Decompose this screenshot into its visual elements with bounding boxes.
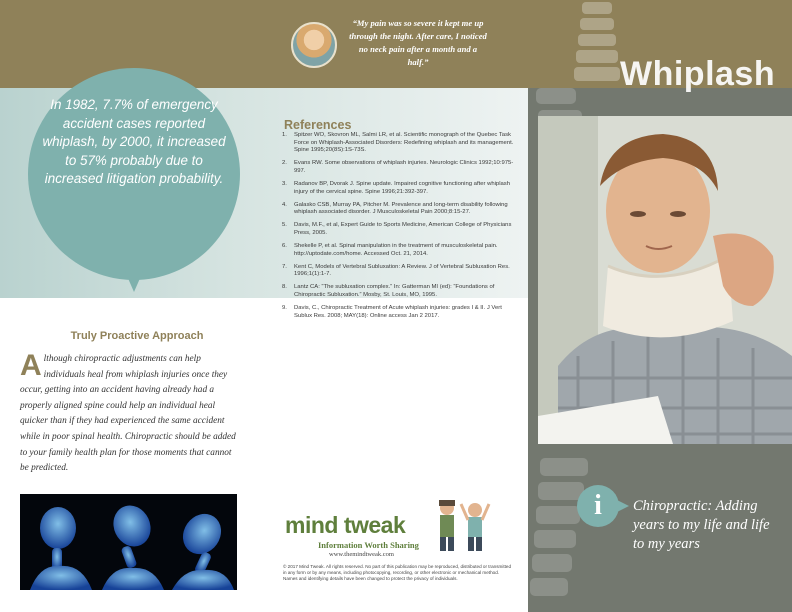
mind-tweak-logo (285, 512, 425, 562)
callout-bubble-tail (120, 260, 148, 292)
reference-item: 8. Lantz CA: “The subluxation complex.” In: Gatterman MI (ed): “Foundations of Chiropractic Subluxation.” Mosby, St. Louis, MO, 1995. (282, 284, 495, 298)
logo-tagline: Information Worth Sharing (318, 540, 419, 550)
testimonial-avatar (291, 22, 337, 68)
chiropractic-tagline: Chiropractic: Adding years to my life and life to my years (633, 498, 770, 552)
reference-item: 1. Spitzer WO, Skovron ML, Salmi LR, et al. Scientific monograph of the Quebec Task Force on Whiplash-Associated Disorders: Redefining whiplash and its management. Spine 1995;20(8S):1S-73S. (282, 132, 514, 154)
xray-skeleton-icon (20, 494, 237, 590)
reference-item: 5. Davis, M.F., et al, Expert Guide to Sports Medicine, American College of Physicians Press, 2005. (282, 222, 512, 236)
logo-url: www.themindtweak.com (329, 551, 394, 558)
logo-wordmark: mind tweak (285, 512, 406, 538)
reference-item: 7. Kent C, Models of Vertebral Subluxation: A Review. J of Vertebral Subluxation Res. 1996;1(1):1-7. (282, 263, 510, 278)
references-list (282, 132, 514, 326)
patient-neck-brace-icon (538, 116, 792, 444)
reference-item: 6. Shekelle P, et al. Spinal manipulation in the treatment of musculoskeletal pain. http://uptodate.com/home. Accessed Oct. 21, 2014. (282, 243, 498, 257)
section-body (20, 349, 238, 477)
xray-whiplash-illustration (20, 494, 237, 590)
reference-item: 4. Galasko CSB, Murray PA, Pitcher M. Prevalence and long-term disability following whiplash associated disorder. J Musculoskeletal Pain 2000;8:15-27. (282, 201, 508, 216)
section-body-text: lthough chiropractic adjustments can help individuals heal from whiplash injuries once they occur, getting into an accident having already had a properly aligned spine could help an individual heal quicker than if they had experienced the same accident while in poor spinal health. Chiropractic should be added to your family health plan for those moments that cannot be predicted. (20, 354, 236, 474)
copyright-notice: © 2017 Mind Tweak. All rights reserved. No part of this publication may be reproduced, distributed or transmitted in any form or by any means, including photocopying, recording, or other electronic or mechanical method. Names and identifying details have been changed to protect the privacy of individuals. (283, 564, 511, 581)
section-heading: Truly Proactive Approach (70, 330, 204, 342)
reference-item: 9. Davis, C., Chiropractic Treatment of Acute whiplash injuries: grades I & II. J Vert Sublux Res. 2008; MAY(18): Online access Jan 2 2017. (282, 305, 502, 319)
reference-item: 2. Evans RW. Some observations of whiplash injuries. Neurologic Clinics 1992;10:975-997. (282, 160, 514, 174)
references-heading: References (284, 118, 352, 132)
testimonial-quote: “My pain was so severe it kept me up through the night. After care, I noticed no neck pain after a month and a half.” (349, 18, 487, 67)
patient-photo (538, 116, 792, 444)
info-icon: i (577, 485, 619, 527)
drop-cap: A (20, 349, 42, 382)
page-title: Whiplash (620, 55, 776, 93)
reference-item: 3. Radanov BP, Dvorak J. Spine update. Impaired cognitive functioning after whiplash injury of the cervical spine. Spine 1996;21:392-397. (282, 180, 511, 195)
cartoon-figures-icon (427, 498, 495, 554)
callout-text: In 1982, 7.7% of emergency accident cases reported whiplash, by 2000, it increased to 57% probably due to increased litigation probability. (42, 97, 226, 187)
